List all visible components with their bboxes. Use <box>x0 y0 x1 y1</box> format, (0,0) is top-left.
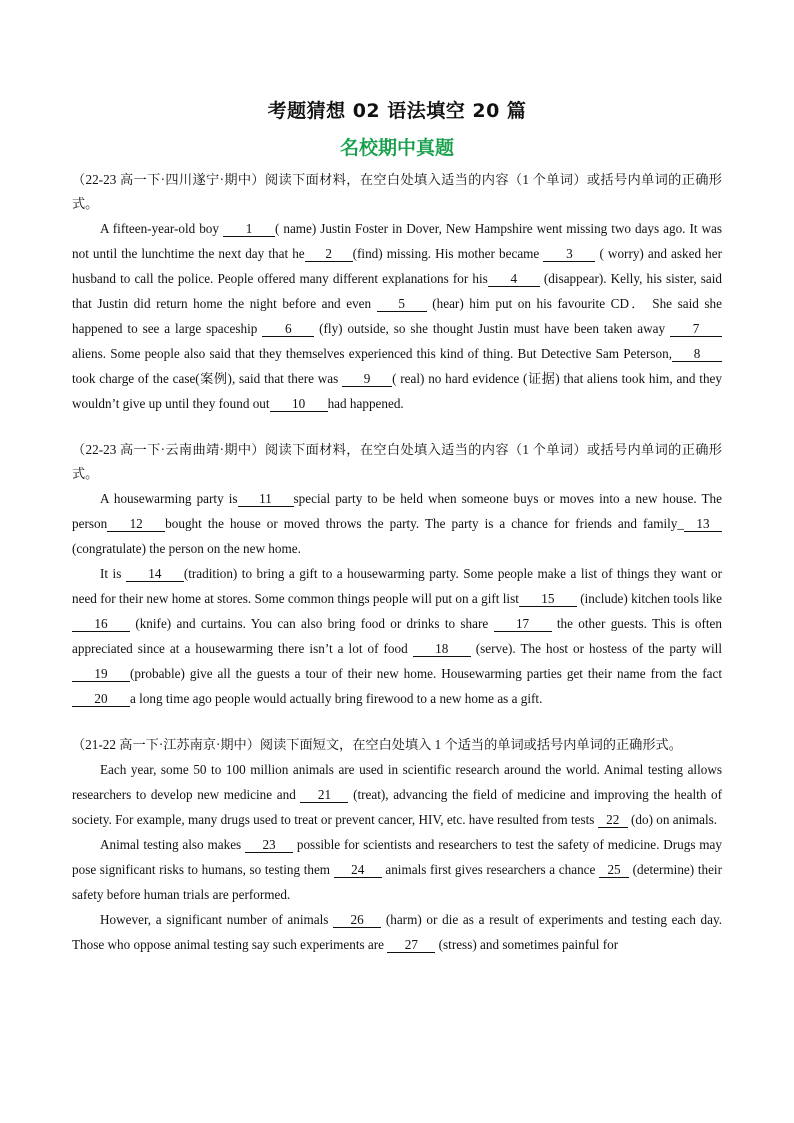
passage-text: animals first gives researchers a chance <box>381 862 600 877</box>
passage-text: (do) on animals. <box>627 812 718 827</box>
passage-text: Animal testing also makes <box>100 837 246 852</box>
blank-20[interactable]: 20 <box>72 691 130 707</box>
blank-12[interactable]: 12 <box>107 516 165 532</box>
passage-text: (find) missing. His mother became <box>352 246 544 261</box>
passage-text: (tradition) to bring a gift to a housewarming party. Some people make a list of things they want or need for their new home at stores. Some common things people will put on a gift list <box>72 566 722 606</box>
passage-text: (determine) their safety before human trials are performed. <box>72 862 722 902</box>
passage-paragraph <box>72 907 722 957</box>
passage-text: However, a significant number of animals <box>100 912 334 927</box>
blank-5[interactable]: 5 <box>377 296 427 312</box>
passage-text: had happened. <box>327 396 404 411</box>
blank-1[interactable]: 1 <box>223 221 275 237</box>
section-instruction: （21-22 高一下·江苏南京·期中）阅读下面短文，在空白处填入 1 个适当的单词或括号内单词的正确形式。 <box>72 737 682 752</box>
blank-7[interactable]: 7 <box>670 321 722 337</box>
passage-text: (stress) and sometimes painful for <box>435 937 619 952</box>
passage-section <box>72 168 722 416</box>
passage-text: (knife) and curtains. You can also bring food or drinks to share <box>130 616 494 631</box>
passage-section <box>72 438 722 711</box>
passage-text: (treat), advancing the field of medicine and improving the health of society. For example, many drugs used to treat or prevent cancer, HIV, etc. have resulted from tests <box>72 787 722 827</box>
passage-text: (disappear). Kelly, his sister, said that Justin did return home the night before and even <box>72 271 722 311</box>
passage-text: A fifteen-year-old boy <box>100 221 223 236</box>
blank-19[interactable]: 19 <box>72 666 130 682</box>
blank-2[interactable]: 2 <box>305 246 353 262</box>
blank-8[interactable]: 8 <box>672 346 722 362</box>
passage-paragraph <box>72 757 722 832</box>
blank-6[interactable]: 6 <box>262 321 314 337</box>
passage-text: (harm) or die as a result of experiments and testing each day. Those who oppose animal testing say such experiments are <box>72 912 722 952</box>
passage-paragraph <box>72 561 722 711</box>
page-title: 考题猜想 02 语法填空 20 篇 <box>267 100 527 122</box>
blank-13[interactable]: 13 <box>684 516 722 532</box>
blank-14[interactable]: 14 <box>126 566 184 582</box>
section-instruction: （22-23 高一下·云南曲靖·期中）阅读下面材料，在空白处填入适当的内容（1 个单词）或括号内单词的正确形式。 <box>72 442 722 481</box>
blank-23[interactable]: 23 <box>245 837 293 853</box>
passage-paragraph <box>72 486 722 561</box>
passage-paragraph <box>72 832 722 907</box>
section-instruction: （22-23 高一下·四川遂宁·期中）阅读下面材料，在空白处填入适当的内容（1 个单词）或括号内单词的正确形式。 <box>72 172 722 211</box>
blank-9[interactable]: 9 <box>342 371 392 387</box>
blank-25[interactable]: 25 <box>599 862 629 878</box>
passage-text: (serve). The host or hostess of the party will <box>470 641 722 656</box>
passage-text: It is <box>100 566 126 581</box>
passage-paragraph <box>72 216 722 416</box>
blank-26[interactable]: 26 <box>333 912 381 928</box>
blank-24[interactable]: 24 <box>334 862 382 878</box>
blank-21[interactable]: 21 <box>300 787 348 803</box>
passage-text: bought the house or moved throws the party. The party is a chance for friends and family_ <box>165 516 684 531</box>
page-subtitle: 名校期中真题 <box>339 137 454 159</box>
blank-11[interactable]: 11 <box>238 491 294 507</box>
passage-text: A housewarming party is <box>100 491 238 506</box>
passage-text: ( name) Justin Foster in Dover, New Hampshire went missing two days ago. It was not until the lunchtime the next day that he <box>72 221 722 261</box>
document-page <box>72 96 722 979</box>
blank-4[interactable]: 4 <box>488 271 540 287</box>
passage-text: took charge of the case(案例), said that there was <box>72 371 343 386</box>
passage-text: (hear) him put on his favourite CD． She said she happened to see a large spaceship <box>72 296 722 336</box>
passage-text: Each year, some 50 to 100 million animals are used in scientific research around the world. Animal testing allows researchers to develop new medicine and <box>72 762 722 802</box>
passage-text: (fly) outside, so she thought Justin must have been taken away <box>314 321 670 336</box>
blank-18[interactable]: 18 <box>413 641 471 657</box>
blank-3[interactable]: 3 <box>543 246 595 262</box>
blank-10[interactable]: 10 <box>270 396 328 412</box>
blank-17[interactable]: 17 <box>494 616 552 632</box>
passage-text: (include) kitchen tools like <box>576 591 722 606</box>
passage-text: aliens. Some people also said that they themselves experienced this kind of thing. But Detective Sam Peterson, <box>72 346 672 361</box>
blank-22[interactable]: 22 <box>598 812 628 828</box>
sections-container <box>72 168 722 957</box>
passage-text: special party to be held when someone buys or moves into a new house. The person <box>72 491 722 531</box>
passage-text: a long time ago people would actually bring firewood to a new home as a gift. <box>130 691 543 706</box>
blank-16[interactable]: 16 <box>72 616 130 632</box>
passage-text: (probable) give all the guests a tour of their new home. Housewarming parties get their name from the fact <box>130 666 722 681</box>
passage-text: ( real) no hard evidence (证据) that aliens took him, and they wouldn’t give up until they found out <box>72 371 722 411</box>
passage-text: ( worry) and asked her husband to call the police. People offered many different explanations for his <box>72 246 722 286</box>
passage-text: possible for scientists and researchers to test the safety of medicine. Drugs may pose significant risks to humans, so testing them <box>72 837 722 877</box>
blank-15[interactable]: 15 <box>519 591 577 607</box>
blank-27[interactable]: 27 <box>387 937 435 953</box>
passage-text: the other guests. This is often appreciated since at a housewarming there isn’t a lot of food <box>72 616 723 656</box>
passage-section <box>72 733 722 957</box>
passage-text: (congratulate) the person on the new home. <box>72 541 301 556</box>
